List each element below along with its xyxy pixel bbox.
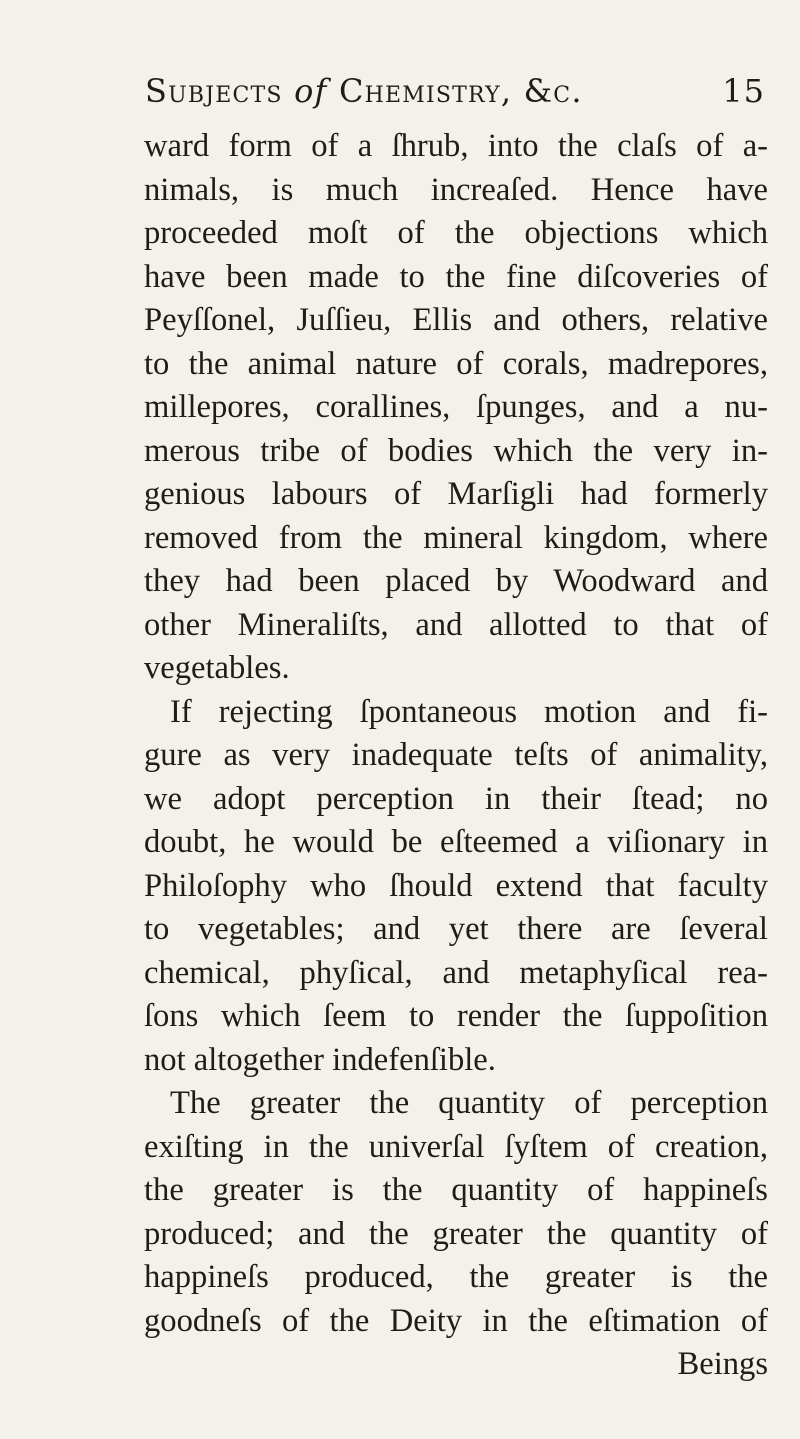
text-line: ward form of a ſhrub, into the claſs of a- <box>144 128 768 164</box>
paragraph-3 <box>144 1082 768 1343</box>
text-line: nimals, is much increaſed. Hence have <box>144 171 768 208</box>
running-header <box>145 72 765 124</box>
text-line: ſons which ſeem to render the ſuppoſition <box>144 998 768 1034</box>
paragraph-2 <box>144 691 768 1083</box>
text-line: to vegetables; and yet there are ſeveral <box>144 911 768 947</box>
running-title-of: of <box>294 72 328 110</box>
text-line: exiſting in the univerſal ſyſtem of creation, <box>144 1128 768 1165</box>
running-title-part2: Chemistry, &c. <box>327 72 583 110</box>
text-line: have been made to the fine diſcoveries of <box>144 258 768 295</box>
text-line: happineſs produced, the greater is the <box>144 1259 768 1295</box>
page-number: 15 <box>722 72 765 110</box>
text-line: doubt, he would be eſteemed a viſionary in <box>144 824 768 860</box>
text-line: If rejecting ſpontaneous motion and fi- <box>170 693 768 730</box>
running-title-part1: Subjects <box>145 72 295 110</box>
text-line: Peyſſonel, Juſſieu, Ellis and others, relative <box>144 302 768 338</box>
text-line: the greater is the quantity of happineſs <box>144 1172 768 1208</box>
text-line: not altogether indefenſible. <box>144 1041 496 1078</box>
body-text <box>144 125 768 1387</box>
text-line: to the animal nature of corals, madrepores, <box>144 345 768 382</box>
text-line: genious labours of Marſigli had formerly <box>144 476 768 512</box>
text-line: we adopt perception in their ſtead; no <box>144 780 768 817</box>
text-line: proceeded moſt of the objections which <box>144 215 768 251</box>
text-line: they had been placed by Woodward and <box>144 563 768 599</box>
text-line: other Mineraliſts, and allotted to that of <box>144 606 768 643</box>
text-line: merous tribe of bodies which the very in- <box>144 432 768 469</box>
text-line: The greater the quantity of perception <box>170 1085 768 1121</box>
text-line: millepores, corallines, ſpunges, and a nu- <box>144 389 768 425</box>
paragraph-1 <box>144 125 768 691</box>
text-line: Philoſophy who ſhould extend that faculty <box>144 867 768 904</box>
running-title <box>145 72 583 110</box>
text-line: vegetables. <box>144 650 290 686</box>
catchword: Beings <box>677 1346 768 1382</box>
text-line: removed from the mineral kingdom, where <box>144 519 768 556</box>
text-line: chemical, phyſical, and metaphyſical rea- <box>144 954 768 991</box>
text-line: gure as very inadequate teſts of animality, <box>144 737 768 773</box>
text-line: produced; and the greater the quantity of <box>144 1215 768 1252</box>
text-line: goodneſs of the Deity in the eſtimation of <box>144 1302 768 1339</box>
